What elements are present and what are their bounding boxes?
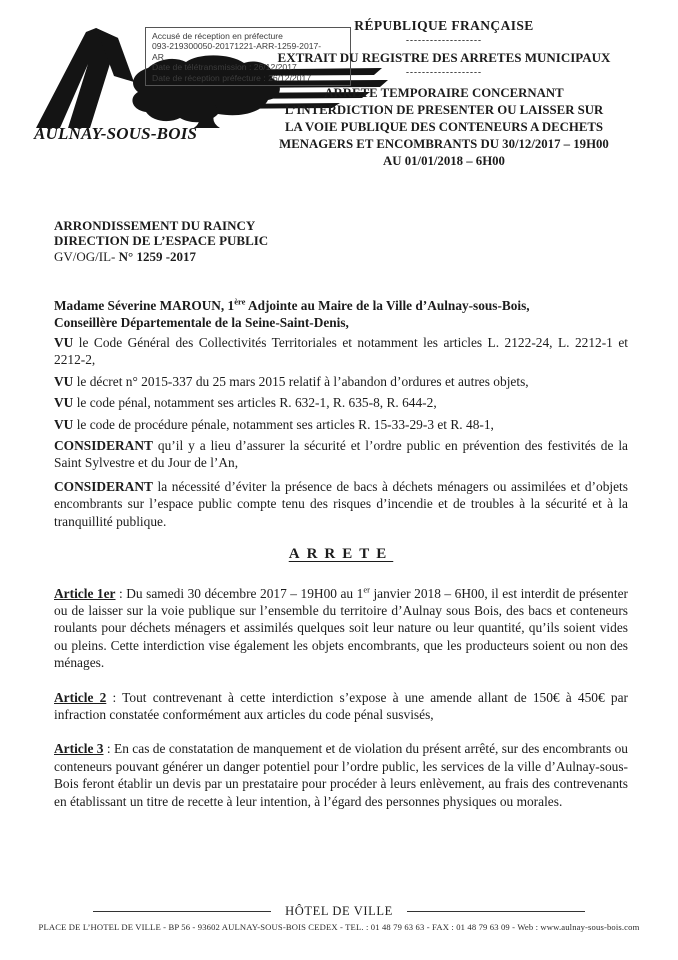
signatory-line: Conseillère Départementale de la Seine-Saint-Denis, bbox=[54, 314, 349, 330]
footer-title: HÔTEL DE VILLE bbox=[285, 904, 393, 918]
stamp-line: Date de télétransmission : 26/12/2017 bbox=[152, 62, 297, 73]
arrondissement-line: ARRONDISSEMENT DU RAINCY bbox=[54, 218, 256, 233]
article-2: Article 2 : Tout contrevenant à cette interdiction s’expose à une amende allant de 150€ à 450€ par infraction constatée conformément aux articles du code pénal susvisés, bbox=[54, 689, 628, 722]
stamp-line: Date de réception préfecture : 26/12/2017 bbox=[152, 72, 312, 83]
decree-title-line: AU 01/01/2018 – 6H00 bbox=[383, 154, 505, 169]
footer-rule-right bbox=[407, 911, 585, 912]
signatory-intro bbox=[54, 298, 628, 331]
decree-title-line: ARRETE TEMPORAIRE CONCERNANT bbox=[324, 86, 564, 100]
decree-title-line: LA VOIE PUBLIQUE DES CONTENEURS A DECHETS bbox=[284, 120, 604, 135]
arrete-heading: ARRETE bbox=[288, 546, 394, 563]
direction-line: DIRECTION DE L’ESPACE PUBLIC bbox=[54, 233, 269, 249]
separator-dashes: ------------------- bbox=[406, 35, 482, 45]
stamp-line: AR bbox=[152, 51, 164, 62]
vu-paragraph: VU le code de procédure pénale, notamment ses articles R. 15-33-29-3 et R. 48-1, bbox=[54, 416, 494, 432]
article-1: Article 1er : Du samedi 30 décembre 2017 – 19H00 au 1er janvier 2018 – 6H00, il est interdit de présenter ou de laisser sur la voie publique sur l’ensemble du territoire d’Aulnay sous Bois, des bacs et conteneurs roulants pour déchets ménagers et assimilés quelques soit leur nature ou leur quantité, qu’ils soient vides ou pleins. Cette interdiction vise également les objets encombrants, que les producteurs soient ou non des ménages. bbox=[54, 584, 628, 671]
republic-title: RÉPUBLIQUE FRANÇAISE bbox=[354, 18, 534, 33]
separator-dashes: ------------------- bbox=[406, 66, 482, 77]
document-header bbox=[228, 18, 660, 170]
considerant-paragraph: CONSIDERANT la nécessité d’éviter la présence de bacs à déchets ménagers ou assimilées et d’objets encombrants sur l’espace public compte tenu des risques d’incendie et de troubles à la sécurité et à la tranquillité publique. bbox=[54, 478, 628, 529]
logo-city-name: AULNAY-SOUS-BOIS bbox=[34, 124, 198, 143]
vu-paragraph: VU le code pénal, notamment ses articles R. 632-1, R. 635-8, R. 644-2, bbox=[54, 395, 437, 411]
footer-title-row bbox=[0, 904, 678, 919]
reference-number: GV/OG/IL- N° 1259 -2017 bbox=[54, 248, 197, 264]
document-body bbox=[54, 218, 628, 827]
vu-paragraph: VU le décret n° 2015-337 du 25 mars 2015 relatif à l’abandon d’ordures et autres objets, bbox=[54, 373, 529, 389]
decree-title bbox=[228, 85, 660, 170]
stamp-line: 093-219300050-20171221-ARR-1259-2017- bbox=[152, 41, 322, 52]
stamp-line: Accusé de réception en préfecture bbox=[152, 31, 283, 41]
document-footer bbox=[0, 904, 678, 932]
decree-title-line: MENAGERS ET ENCOMBRANTS DU 30/12/2017 – 19H00 bbox=[279, 137, 609, 152]
footer-rule-left bbox=[93, 911, 271, 912]
department-block bbox=[54, 218, 628, 264]
considerant-paragraph: CONSIDERANT qu’il y a lieu d’assurer la sécurité et l’ordre public en prévention des festivités de la Saint Sylvestre et du Jour de l’An, bbox=[54, 438, 628, 471]
decree-title-line: L’INTERDICTION DE PRESENTER OU LAISSER SUR bbox=[284, 103, 604, 118]
signatory-line: Madame Séverine MAROUN, 1ère Adjointe au Maire de la Ville d’Aulnay-sous-Bois, bbox=[54, 296, 530, 314]
registry-title: EXTRAIT DU REGISTRE DES ARRETES MUNICIPAUX bbox=[277, 49, 611, 65]
article-3: Article 3 : En cas de constatation de manquement et de violation du présent arrêté, sur des encombrants ou conteneurs pouvant générer un danger potentiel pour l’ordre public, les services de la ville d’Aulnay-sous-Bois feront établir un devis par un prestataire pour procéder à leurs enlèvement, au frais des contrevenants en établissant un titre de recette à leur intention, à l’égard des personnes physiques ou morales. bbox=[54, 741, 628, 809]
vu-paragraph: VU le Code Général des Collectivités Territoriales et notamment les articles L. 2122-24, L. 2212-1 et 2212-2, bbox=[54, 335, 628, 368]
footer-address: PLACE DE L’HOTEL DE VILLE - BP 56 - 93602 AULNAY-SOUS-BOIS CEDEX - TEL. : 01 48 79 63 63 - FAX : 01 48 79 63 09 - Web : www.aulnay-sous-bois.com bbox=[38, 922, 640, 932]
